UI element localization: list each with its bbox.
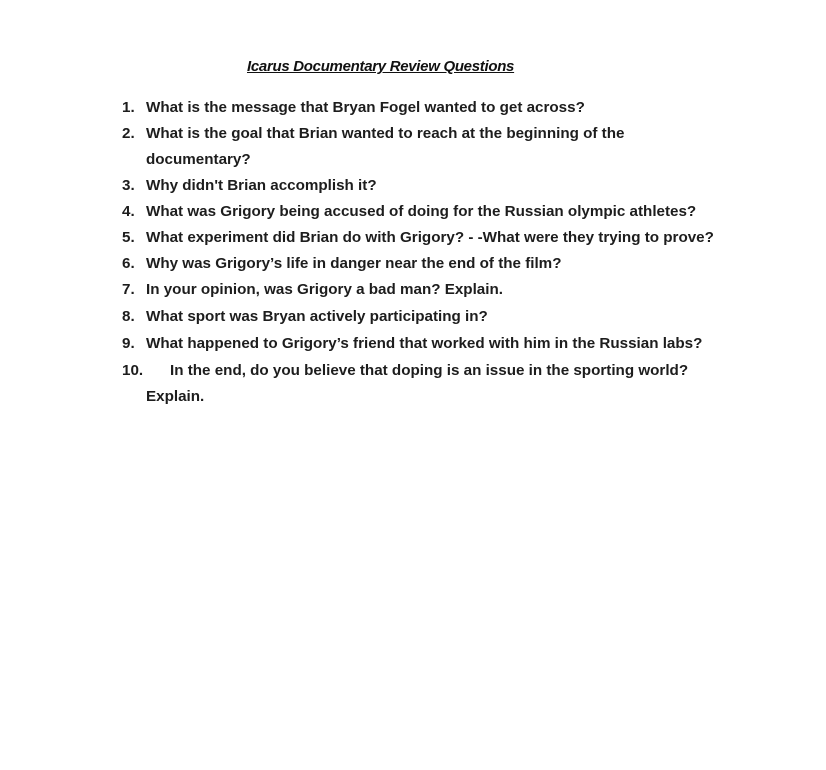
question-text: In your opinion, was Grigory a bad man? Explain. <box>146 281 503 298</box>
question-item <box>0 331 726 357</box>
question-item <box>0 304 726 330</box>
question-text: Why was Grigory’s life in danger near the end of the film? <box>146 255 562 272</box>
question-text: What is the goal that Brian wanted to reach at the beginning of the documentary? <box>146 125 625 168</box>
question-text: What is the message that Bryan Fogel wanted to get across? <box>146 99 585 116</box>
question-item <box>0 225 726 251</box>
question-number: 10. <box>122 362 144 379</box>
document-title: Icarus Documentary Review Questions <box>247 58 515 75</box>
question-item <box>0 199 726 225</box>
question-text: What sport was Bryan actively participating in? <box>146 308 488 325</box>
question-text: What experiment did Brian do with Grigory? - -What were they trying to prove? <box>146 229 714 246</box>
question-number: 7. <box>122 281 135 298</box>
question-item <box>0 251 726 277</box>
question-number: 6. <box>122 255 135 272</box>
question-text: In the end, do you believe that doping is an issue in the sporting world? Explain. <box>146 362 689 405</box>
question-text: Why didn't Brian accomplish it? <box>146 177 377 194</box>
question-item <box>0 277 726 303</box>
question-number: 5. <box>122 229 135 246</box>
question-number: 8. <box>122 308 135 325</box>
question-number: 9. <box>122 335 135 352</box>
question-item <box>0 95 726 121</box>
question-item <box>0 358 726 410</box>
question-number: 4. <box>122 203 135 220</box>
question-text: What was Grigory being accused of doing for the Russian olympic athletes? <box>146 203 697 220</box>
question-item <box>0 173 726 199</box>
question-number: 1. <box>122 99 135 116</box>
question-item <box>0 121 726 173</box>
question-number: 2. <box>122 125 135 142</box>
question-text: What happened to Grigory’s friend that worked with him in the Russian labs? <box>146 335 703 352</box>
question-list <box>0 95 826 410</box>
question-number: 3. <box>122 177 135 194</box>
